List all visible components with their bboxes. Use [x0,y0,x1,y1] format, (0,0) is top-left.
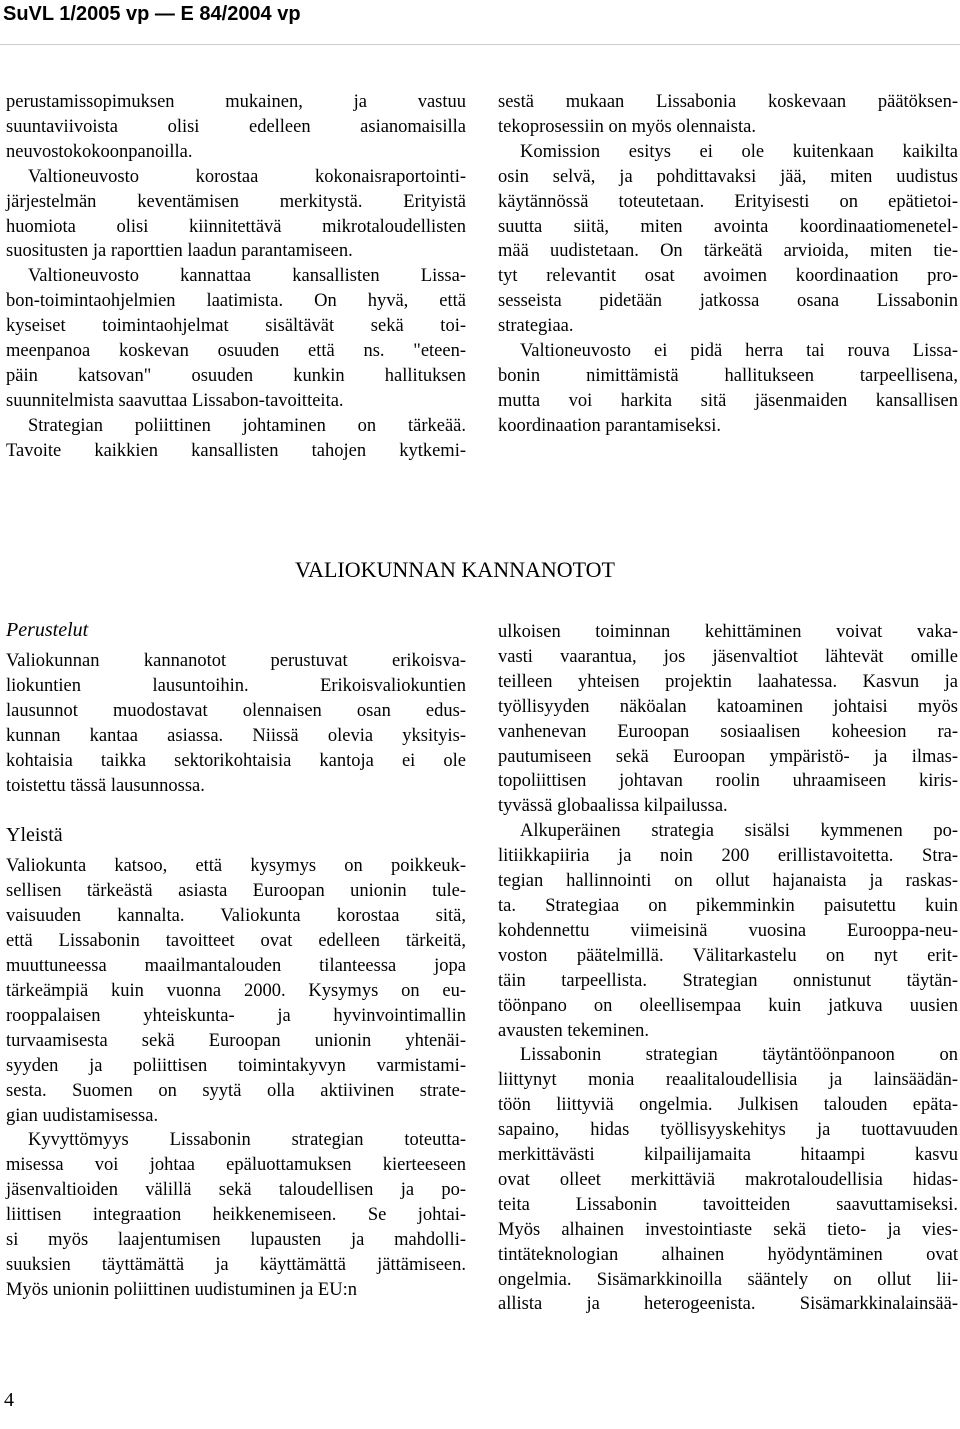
text-line: sapaino, hidas työllisyyskehitys ja tuottavuuden [498,1120,958,1141]
text-line: tekoprosessiin on myös olennaista. [498,116,756,137]
text-line: töön liittyviä ongelmia. Julkisen talouden epäta- [498,1095,958,1116]
paragraph [6,264,466,413]
text-line: bon-toimintaohjelmien laatimista. On hyvä, että [6,291,466,312]
text-line: turvaamisesta sekä Euroopan unionin yhtenäi- [6,1030,466,1051]
text-line: Strategian poliittinen johtaminen on tärkeää. [28,415,466,436]
text-line: Valiokunnan kannanotot perustuvat erikoisva- [6,651,466,671]
paragraph [6,165,466,265]
text-line: että Lissabonin tavoitteet ovat edelleen tärkeitä, [6,931,466,952]
text-line: Valtioneuvosto kannattaa kansallisten Lissa- [28,266,466,287]
text-line: liittynyt monia reaalitaloudellisia ja lainsäädän- [498,1070,958,1091]
text-line: topoliittisen johtavan roolin uhraamiseen kiris- [498,771,958,792]
top-left-column [6,90,466,464]
text-line: jäsenvaltioiden välillä sekä taloudellisen ja po- [6,1180,466,1201]
text-line: avausten tekeminen. [498,1020,650,1041]
page-number: 4 [4,1389,14,1411]
text-line: Komission esitys ei ole kuitenkaan kaikilta [520,141,958,162]
text-line: osin selvä, ja pohdittavaksi jää, miten uudistus [498,166,958,187]
text-line: vaisuuden kannalta. Valiokunta korostaa sitä, [6,906,466,927]
text-line: liokuntien lausuntoihin. Erikoisvaliokuntien [6,675,466,696]
text-line: koordinaation parantamiseksi. [498,415,721,436]
text-line: teita Lissabonin tavoitteiden saavuttamiseksi. [498,1194,958,1215]
text-line: tegian hallinnointi on ollut hajanaista ja raskas- [498,871,958,892]
text-line: Valtioneuvosto korostaa kokonaisraportointi- [28,166,466,187]
document-reference: SuVL 1/2005 vp — E 84/2004 vp [3,3,301,25]
text-line: Myös alhainen investointiaste sekä tieto- ja vies- [498,1219,958,1240]
text-line: suuntaviivoista olisi edelleen asianomaisilla [6,116,466,137]
text-line: mää uudistetaan. On tärkeätä arvioida, miten tie- [498,241,958,262]
text-line: järjestelmän keventämisen merkitystä. Erityistä [6,191,466,212]
text-line: Valtioneuvosto ei pidä herra tai rouva Lissa- [520,341,958,362]
text-line: sesta. Suomen on syytä olla aktiivinen strate- [6,1080,466,1101]
text-line: ulkoisen toiminnan kehittäminen voivat vaka- [498,622,958,642]
paragraph [498,90,958,140]
text-line: neuvostokokoonpanoilla. [6,141,193,162]
text-line: tyt relevantit osat avoimen koordinaation pro- [498,266,958,287]
text-line: Tavoite kaikkien kansallisten tahojen kytkemi- [6,440,466,461]
text-line: tyvässä globaalissa kilpailussa. [498,796,728,817]
heading-yleista: Yleistä [6,824,63,847]
text-line: syyden ja poliittisen toimintakyvyn varmistami- [6,1055,466,1076]
section-title: VALIOKUNNAN KANNANOTOT [295,557,615,582]
text-line: työllisyyden näköalan katoaminen johtaisi myös [498,696,958,717]
text-line: Valiokunta katsoo, että kysymys on poikkeuk- [6,856,466,877]
text-line: kohtaisia taikka sektorikohtaisia kantoja ei ole [6,750,466,771]
text-line: töönpano on oleellisempaa kuin jatkuva uusien [498,995,958,1016]
text-line: si myös laajentumisen lupausten ja mahdolli- [6,1230,466,1251]
paragraph [6,90,466,165]
text-line: Kyvyttömyys Lissabonin strategian toteutta- [28,1130,466,1151]
paragraph [6,649,466,798]
paragraph [498,339,958,439]
text-line: sesseista pidetään jatkossa osana Lissabonin [498,291,958,312]
text-line: vanhenevan Euroopan sosiaalisen koheesion ra- [498,721,958,742]
perustelut-body [6,649,466,798]
text-line: Alkuperäinen strategia sisälsi kymmenen po- [520,821,958,842]
text-line: suutta siitä, miten avointa koordinaatiomenetel- [498,216,958,237]
bottom-left-column [6,617,466,1303]
text-line: tärkeämpiä kuin vuonna 2000. Kysymys on eu- [6,980,466,1001]
text-line: teilleen yhteisen projektin laahatessa. Kasvun ja [498,671,958,692]
text-line: vasti vaarantua, jos jäsenvaltiot lähtevät omille [498,646,958,667]
text-line: pautumiseen sekä Euroopan ympäristö- ja ilmas- [498,746,958,767]
text-line: kunnan kantaa asiassa. Niissä olevia yksityis- [6,725,466,746]
text-line: käytännössä toteutetaan. Erityisesti on epätietoi- [498,191,958,212]
yleista-body [6,854,466,1302]
text-line: ongelmia. Sisämarkkinoilla sääntely on ollut lii- [498,1269,958,1290]
text-line: merkittävästi kilpailijamaita hitaampi kasvu [498,1145,958,1166]
text-line: tintäteknologian alhainen hyödyntäminen ovat [498,1244,958,1265]
text-line: mutta voi harkita sitä jäsenmaiden kansallisen [498,390,958,411]
text-line: voston päätelmillä. Välitarkastelu on nyt erit- [498,945,958,966]
text-line: Myös unionin poliittinen uudistuminen ja EU:n [6,1279,357,1300]
text-line: sellisen tärkeästä asiasta Euroopan unionin tule- [6,881,466,902]
heading-perustelut: Perustelut [6,619,89,641]
text-line: liittisen integraation heikkenemiseen. Se johtai- [6,1205,466,1226]
text-line: allista ja heterogeenista. Sisämarkkinalainsää- [498,1294,958,1315]
text-line: gian uudistamisessa. [6,1105,159,1126]
text-line: huomiota olisi kiinnitettävä mikrotaloudellisten [6,216,466,237]
text-line: sestä mukaan Lissabonia koskevaan päätöksen- [498,92,958,112]
text-line: misessa voi johtaa epäluottamuksen kierteeseen [6,1155,466,1176]
text-line: litiikkapiiria ja noin 200 erillistavoitetta. Stra- [498,846,958,867]
text-line: strategiaa. [498,316,574,337]
text-line: päin katsovan" osuuden kunkin hallituksen [6,365,466,386]
text-line: täin tarpeellista. Strategian onnistunut täytän- [498,970,958,991]
text-line: rooppalaisen yhteiskunta- ja hyvinvointimallin [6,1005,466,1026]
text-line: suunnitelmista saavuttaa Lissabon-tavoitteita. [6,390,344,411]
text-line: Lissabonin strategian täytäntöönpanoon on [520,1045,958,1066]
paragraph [6,854,466,1128]
paragraph [498,1043,958,1317]
text-line: suuksien täyttämättä ja käyttämättä jättämiseen. [6,1254,466,1275]
page-header [0,0,960,45]
text-line: toistettu tässä lausunnossa. [6,775,205,796]
text-line: kohdennettu viimeisinä vuosina Eurooppa-neu- [498,920,958,941]
bottom-right-column [498,620,958,1317]
paragraph [498,140,958,339]
text-line: kyseiset toimintaohjelmat sisältävät sekä toi- [6,316,466,337]
text-line: ovat olleet merkittäviä makrotaloudellisia hidas- [498,1169,958,1190]
text-line: perustamissopimuksen mukainen, ja vastuu [6,92,466,112]
text-line: muuttuneessa maailmantalouden tilanteessa jopa [6,956,466,977]
paragraph [6,414,466,464]
text-line: bonin nimittämistä hallitukseen tarpeellisena, [498,365,958,386]
paragraph [6,1128,466,1302]
text-line: ta. Strategiaa on pikemminkin paisutettu kuin [498,895,958,916]
top-right-column [498,90,958,439]
text-line: meenpanoa koskevan osuuden että ns. "eteen- [6,341,466,362]
text-line: lausunnot muodostavat olennaisen osan edus- [6,700,466,721]
text-line: suositusten ja raporttien laadun parantamiseen. [6,241,353,262]
paragraph [498,620,958,819]
paragraph [498,819,958,1043]
